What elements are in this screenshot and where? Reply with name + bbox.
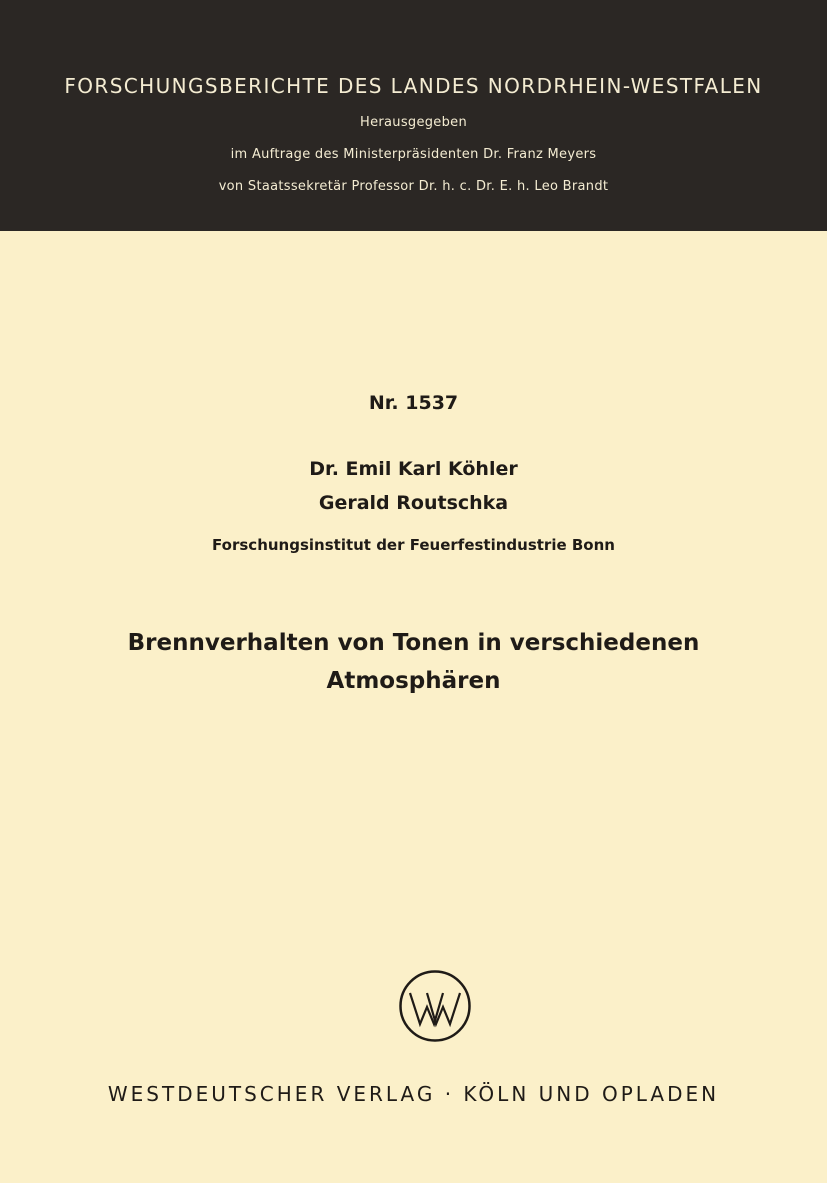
commission-line: im Auftrage des Ministerpräsidenten Dr. Franz Meyers	[230, 147, 597, 162]
header-band	[0, 0, 827, 231]
wv-publisher-logo-icon	[398, 969, 472, 1043]
editor-line: Herausgegeben	[360, 115, 467, 130]
series-title: FORSCHUNGSBERICHTE DES LANDES NORDRHEIN-WESTFALEN	[64, 74, 763, 98]
author-name: Dr. Emil Karl Köhler	[309, 458, 518, 480]
report-number: Nr. 1537	[368, 392, 459, 414]
author-name: Gerald Routschka	[318, 492, 509, 514]
publisher-imprint: WESTDEUTSCHER VERLAG · KÖLN UND OPLADEN	[107, 1082, 720, 1106]
report-title-line: Atmosphären	[326, 668, 501, 694]
institute: Forschungsinstitut der Feuerfestindustrie Bonn	[212, 536, 615, 554]
report-title-line: Brennverhalten von Tonen in verschiedenen	[127, 630, 700, 656]
editor-name-line: von Staatssekretär Professor Dr. h. c. Dr. E. h. Leo Brandt	[218, 179, 609, 194]
